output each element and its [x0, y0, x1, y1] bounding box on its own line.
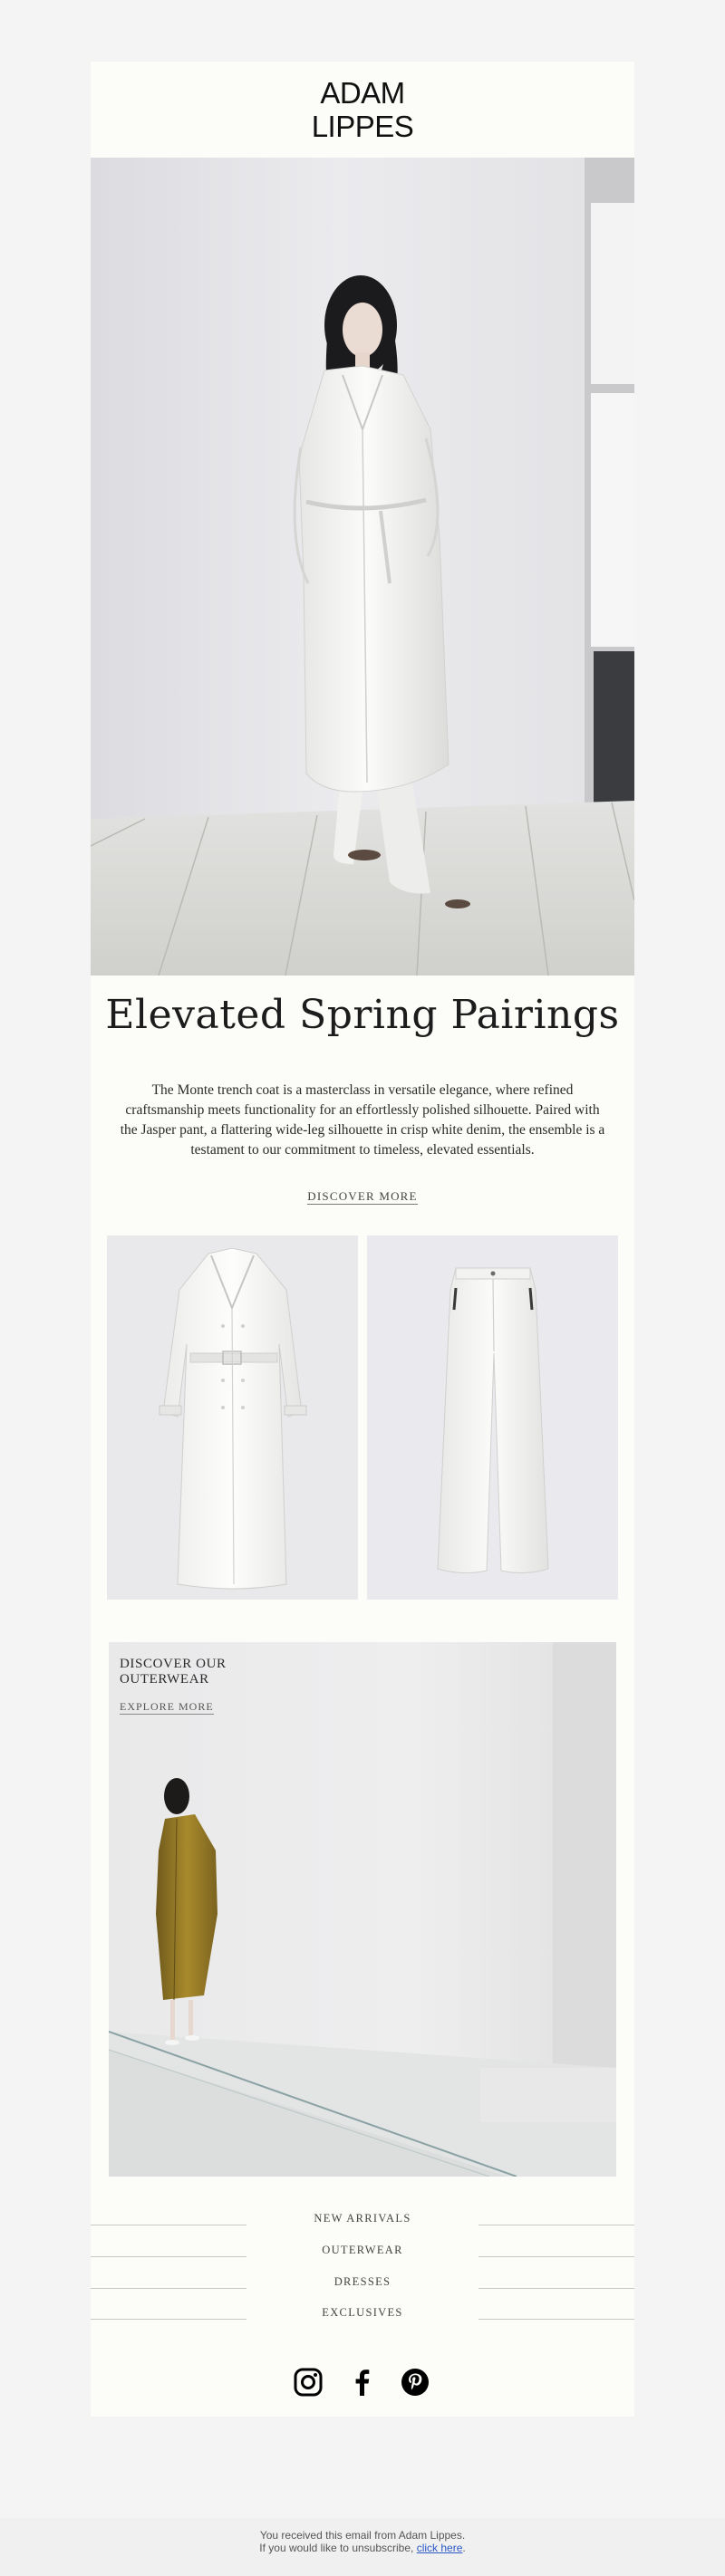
footer-text: [0, 2529, 725, 2554]
footer-line2: [0, 2542, 725, 2554]
outerwear-title-line1: DISCOVER OUR: [120, 1657, 227, 1671]
footer: [0, 2518, 725, 2576]
footer-unsubscribe-prefix: If you would like to unsubscribe,: [259, 2542, 414, 2554]
hero-illustration: [91, 158, 634, 976]
nav-row-exclusives: [91, 2306, 634, 2324]
instagram-icon[interactable]: [293, 2367, 324, 2398]
brand-logo-line1: ADAM: [320, 76, 405, 110]
outerwear-title-line2: OUTERWEAR: [120, 1672, 209, 1687]
outerwear-image: [109, 1642, 616, 2177]
hero-image[interactable]: [91, 158, 634, 976]
facebook-icon[interactable]: [347, 2367, 378, 2398]
nav-row-outerwear: [91, 2244, 634, 2262]
product-trench-coat[interactable]: [107, 1235, 358, 1600]
email-container: [91, 62, 634, 2417]
unsubscribe-link[interactable]: click here: [416, 2542, 463, 2554]
body-copy: The Monte trench coat is a masterclass in versatile elegance, where refined craftsmanship meets functionality for an effortlessly polished silhouette. Paired with the Jasper pant, a flattering wide-leg silhouette in crisp white denim, the ensemble is a testament to our commitment to timeless, elevated essentials.: [120, 1082, 605, 1158]
wide-leg-pant-image: [367, 1235, 618, 1600]
outerwear-title: [120, 1657, 227, 1687]
discover-more-container: [91, 1189, 634, 1204]
brand-logo[interactable]: [91, 76, 634, 143]
footer-unsubscribe-suffix: .: [462, 2542, 466, 2554]
explore-more-link[interactable]: EXPLORE MORE: [120, 1700, 214, 1713]
product-wide-leg-pant[interactable]: [367, 1235, 618, 1600]
nav-link-outerwear[interactable]: OUTERWEAR: [322, 2244, 403, 2256]
headline: Elevated Spring Pairings: [105, 992, 620, 1038]
discover-more-link[interactable]: DISCOVER MORE: [307, 1189, 418, 1203]
nav-link-new-arrivals[interactable]: NEW ARRIVALS: [314, 2212, 411, 2225]
nav-divider: [478, 2288, 634, 2289]
trench-coat-image: [107, 1235, 358, 1600]
nav-link-exclusives[interactable]: EXCLUSIVES: [322, 2306, 403, 2319]
outerwear-banner[interactable]: [109, 1642, 616, 2177]
nav-link-dresses[interactable]: DRESSES: [334, 2275, 392, 2288]
nav-row-dresses: [91, 2275, 634, 2293]
nav-row-new-arrivals: [91, 2212, 634, 2230]
nav-divider: [478, 2256, 634, 2257]
pinterest-icon[interactable]: [400, 2367, 430, 2398]
footer-line1: You received this email from Adam Lippes.: [259, 2529, 466, 2542]
nav-divider: [478, 2319, 634, 2320]
brand-logo-line2: LIPPES: [311, 110, 414, 143]
